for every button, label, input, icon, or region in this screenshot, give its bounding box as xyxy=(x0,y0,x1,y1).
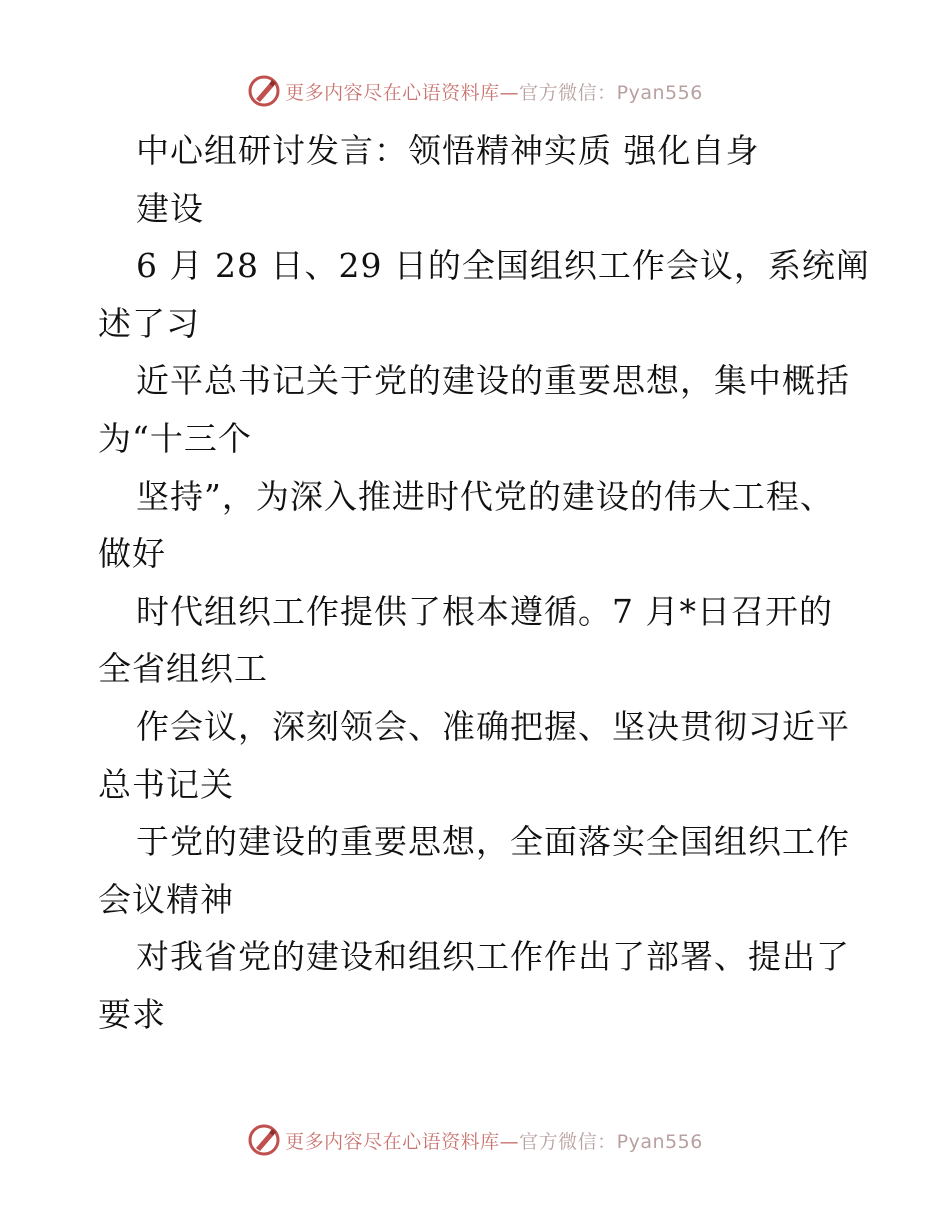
banner-title: 更多内容尽在心语资料库 xyxy=(285,1130,500,1153)
paragraph-line: 述了习 xyxy=(98,303,200,343)
paragraph-line: 作会议，深刻领会、准确把握、坚决贯彻习近平 xyxy=(136,706,850,746)
header-banner xyxy=(0,71,950,111)
paragraph-line: 为“十三个 xyxy=(98,418,252,458)
pen-seal-icon xyxy=(247,74,281,108)
pen-seal-icon xyxy=(247,1123,281,1157)
paragraph-line: 总书记关 xyxy=(98,764,234,804)
document-title-line-1: 中心组研讨发言：领悟精神实质 强化自身 xyxy=(136,131,760,170)
footer-banner xyxy=(0,1120,950,1160)
paragraph-line: 近平总书记关于党的建设的重要思想，集中概括 xyxy=(136,361,850,401)
document-body xyxy=(98,122,870,1044)
paragraph-line: 于党的建设的重要思想，全面落实全国组织工作 xyxy=(136,822,850,862)
banner-wechat: 官方微信：Pyan556 xyxy=(519,1130,703,1153)
document-title-line-2: 建设 xyxy=(136,188,204,228)
paragraph-line: 坚持”，为深入推进时代党的建设的伟大工程、 xyxy=(136,476,834,516)
paragraph-line: 要求 xyxy=(98,994,166,1034)
paragraph-line: 做好 xyxy=(98,534,166,574)
banner-dash: — xyxy=(499,1130,520,1153)
paragraph-line: 6 月 28 日、29 日的全国组织工作会议，系统阐 xyxy=(136,246,870,286)
banner-dash: — xyxy=(499,81,520,104)
paragraph-line: 全省组织工 xyxy=(98,649,268,689)
paragraph-line: 对我省党的建设和组织工作作出了部署、提出了 xyxy=(136,937,850,977)
banner-title: 更多内容尽在心语资料库 xyxy=(285,81,500,104)
paragraph-line: 时代组织工作提供了根本遵循。7 月*日召开的 xyxy=(136,591,833,631)
banner-text xyxy=(285,1127,703,1154)
banner-wechat: 官方微信：Pyan556 xyxy=(519,81,703,104)
paragraph-line: 会议精神 xyxy=(98,879,234,919)
banner-text xyxy=(285,78,703,105)
